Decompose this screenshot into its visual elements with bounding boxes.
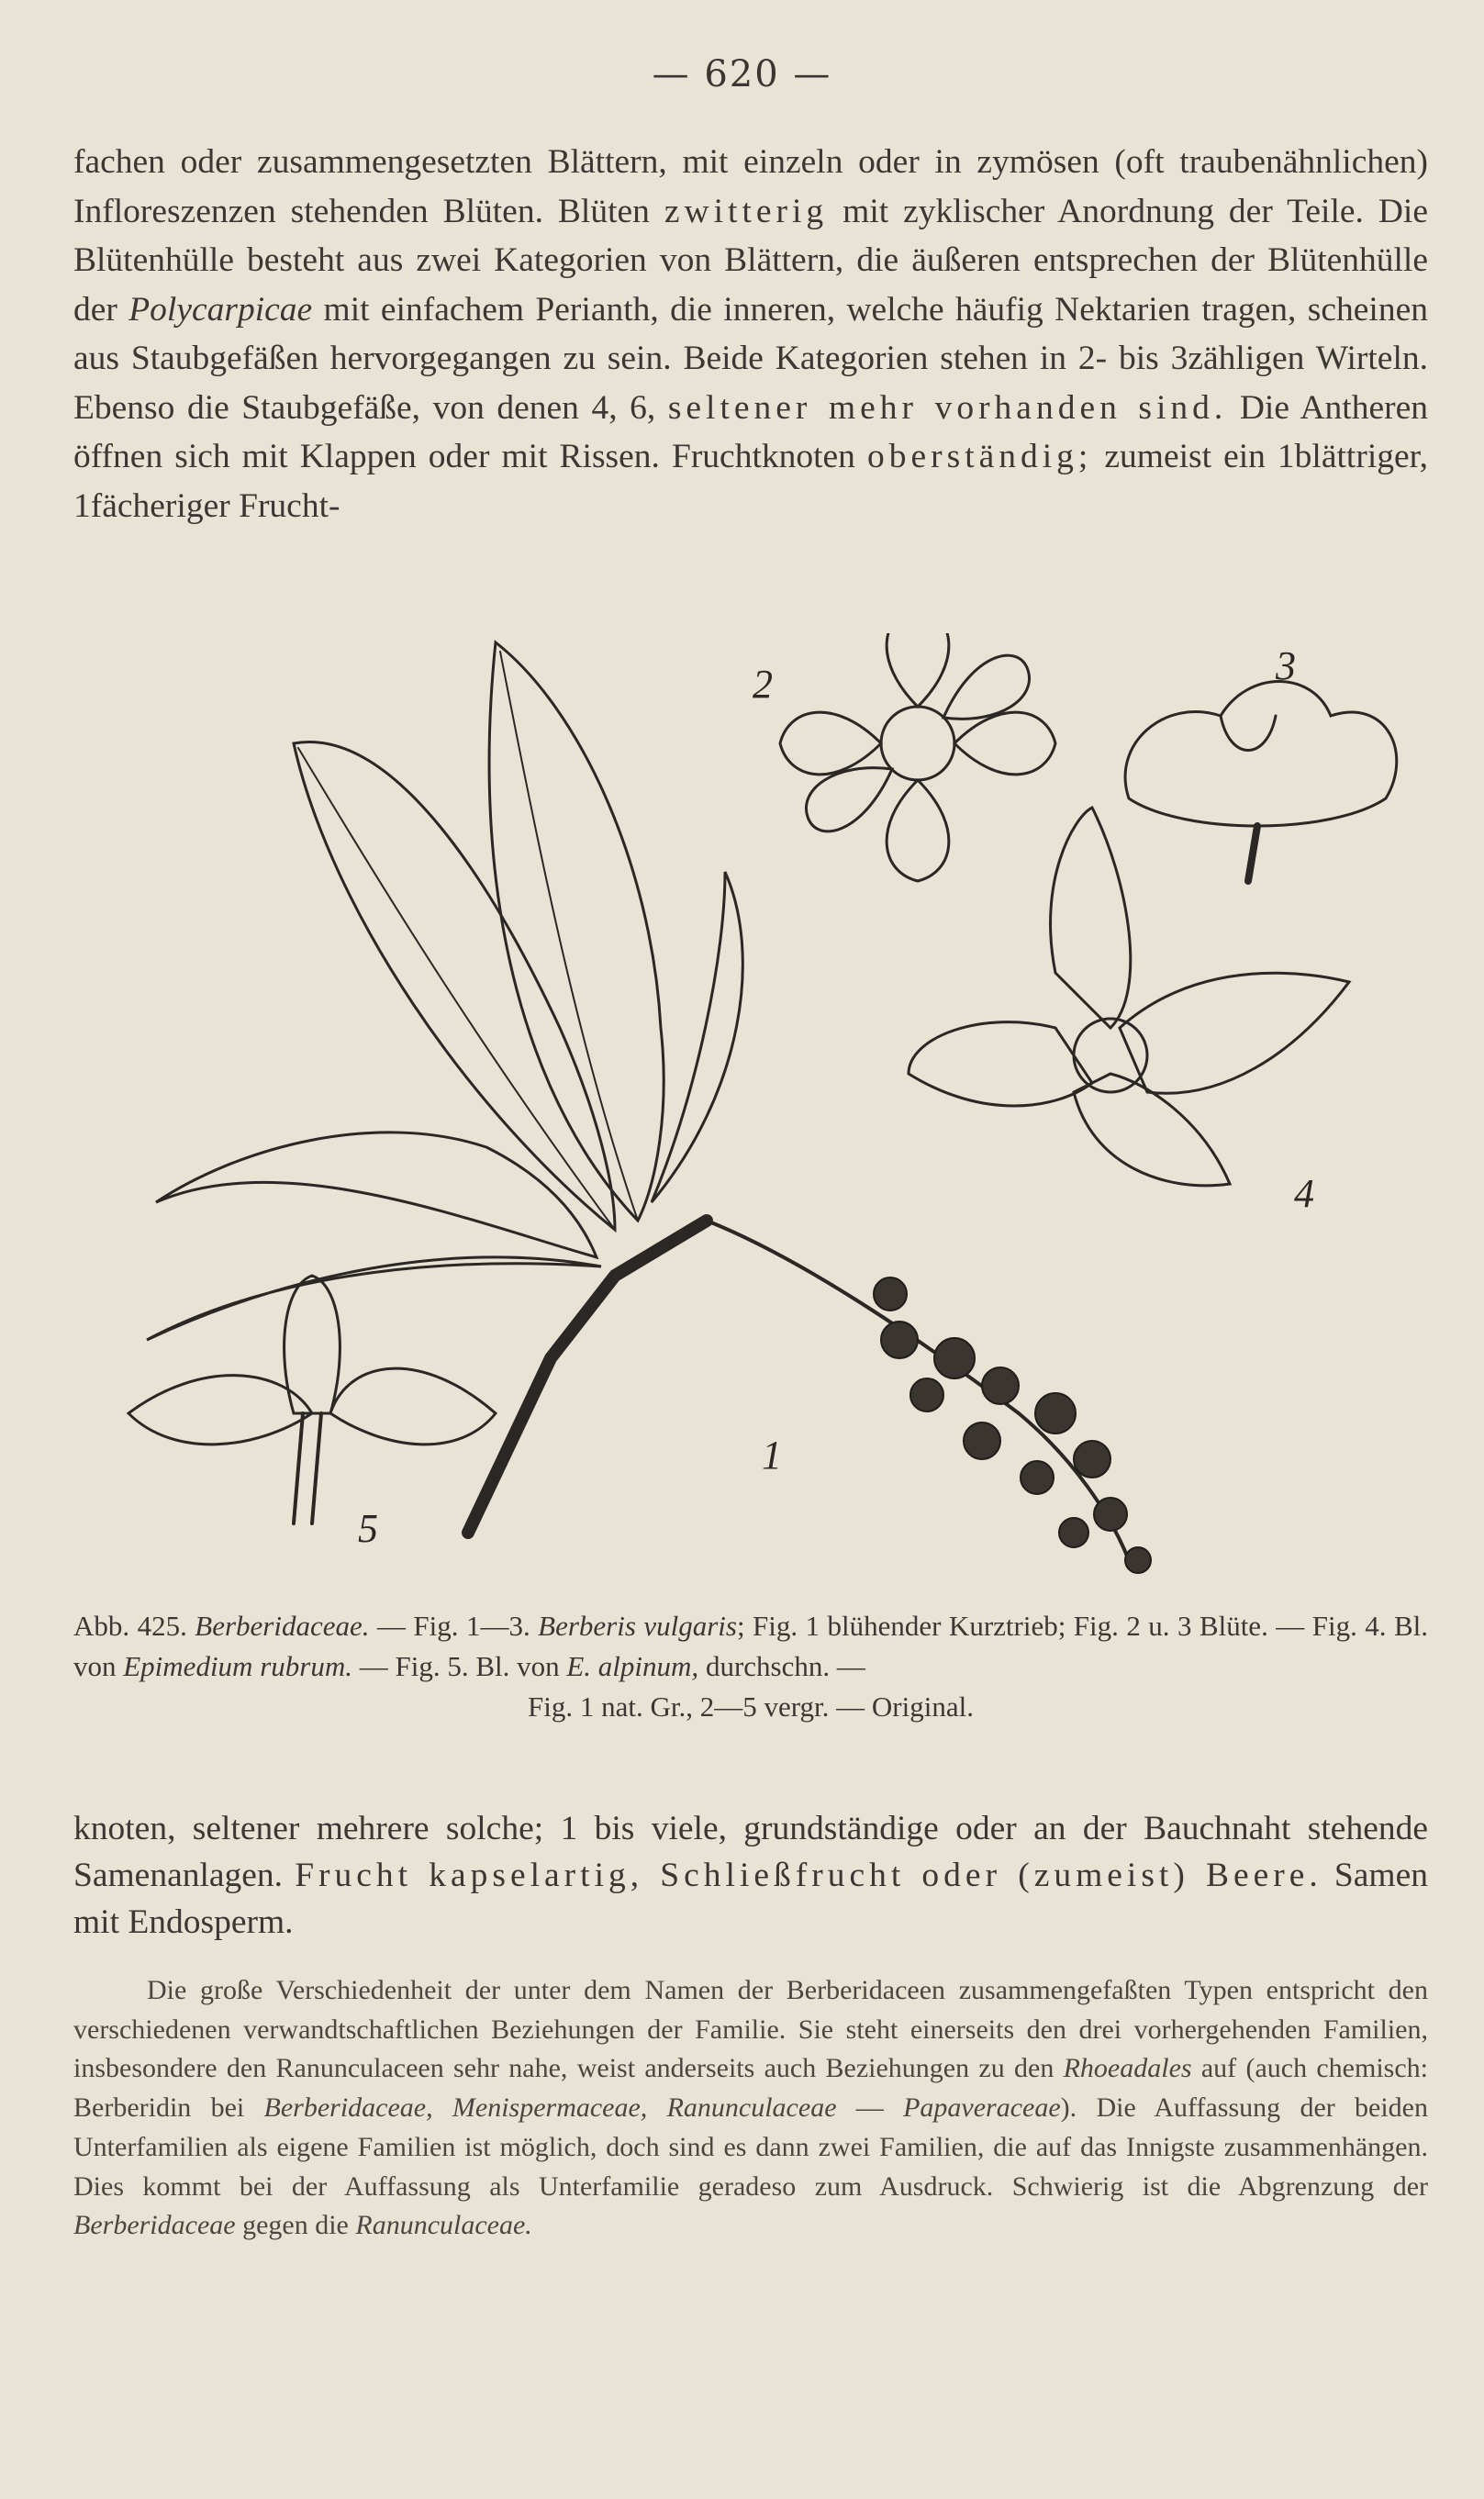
caption-italic: Berberis vulgaris — [538, 1610, 737, 1642]
figure-label-3: 3 — [1276, 643, 1296, 688]
caption-italic: E. alpinum, — [566, 1650, 699, 1682]
botanical-illustration — [101, 633, 1432, 1597]
page-number: — 620 — — [652, 53, 832, 95]
spaced-text: seltener mehr vorhanden sind. — [667, 388, 1228, 427]
text-run: auf (auch chemisch: Berberidin bei — [73, 2053, 1428, 2124]
italic-term: Berberidaceae — [73, 2210, 236, 2241]
caption-italic: Berberidaceae. — [195, 1610, 370, 1642]
figure-label-1: 1 — [762, 1433, 782, 1478]
bottom-paragraph — [73, 1971, 1428, 2246]
spaced-text: Frucht kapselartig, Schließfrucht oder (zumeist) Beere. — [295, 1857, 1322, 1894]
spaced-text: zwitterig — [664, 192, 829, 230]
text-run: mit zyklischer Anordnung der Teile. Die Blütenhülle besteht aus zwei Kategorien von Blättern, die äußeren entsprechen der Blütenhülle der — [73, 192, 1428, 329]
text-run: Die Antheren öffnen sich mit Klappen oder mit Rissen. Fruchtknoten — [73, 388, 1428, 475]
figure-label-5: 5 — [358, 1506, 378, 1551]
leaf-vein — [500, 652, 638, 1221]
text-run: Samen mit Endosperm. — [73, 1857, 1428, 1941]
figure-caption — [73, 1606, 1428, 1727]
caption-text: ; Fig. 1 blühender Kurztrieb; Fig. 2 u. 3 Blüte. — Fig. 4. Bl. von — [73, 1610, 1428, 1682]
caption-text: Fig. 1 nat. Gr., 2—5 vergr. — Original. — [528, 1690, 974, 1723]
text-run: ). Die Auffassung der beiden Unterfamilien als eigene Familien ist möglich, doch sind es dann zwei Familien, die auf das Innigste zusammenhängen. Dies kommt bei der Auffassung als Unterfamilie geradeso zum Ausdruck. Schwierig ist die Abgrenzung der — [73, 2092, 1428, 2202]
text-run: zumeist ein 1blättriger, 1fächeriger Frucht- — [73, 438, 1428, 525]
spaced-text: oberständig; — [866, 438, 1093, 475]
caption-italic: Epimedium rubrum. — [123, 1650, 352, 1682]
leaf-left-top — [294, 742, 615, 1230]
italic-term: Rhoeadales — [1063, 2053, 1192, 2084]
italic-term: Ranunculaceae. — [355, 2210, 532, 2241]
figure-label-4: 4 — [1294, 1171, 1314, 1216]
flower-top-view — [780, 633, 1055, 881]
italic-term: Berberidaceae, Menispermaceae, Ranunculaceae — [263, 2092, 837, 2124]
leaf-vein — [298, 748, 615, 1230]
caption-text: — Fig. 5. Bl. von — [351, 1650, 567, 1682]
leaf-left-low — [147, 1257, 601, 1340]
caption-text: durchschn. — — [698, 1650, 865, 1682]
figure-drawing — [101, 633, 1432, 1597]
caption-text: — Fig. 1—3. — [369, 1610, 539, 1642]
italic-term: Polycarpicae — [128, 290, 313, 329]
branch-stem — [468, 1221, 707, 1533]
text-run: mit einfachem Perianth, die inneren, welche häufig Nektarien tragen, scheinen aus Staubgefäßen hervorgegangen zu sein. Beide Kategorien stehen in 2- bis 3zähligen Wirteln. Ebenso die Staubgefäße, von denen 4, 6, — [73, 290, 1428, 427]
mid-paragraph — [73, 1805, 1428, 1946]
flower-side-view — [1125, 682, 1397, 882]
text-run: — — [836, 2092, 904, 2124]
text-run: gegen die — [235, 2210, 356, 2241]
leaf-narrow — [652, 872, 742, 1202]
text-run: knoten, seltener mehrere solche; 1 bis viele, grundständige oder an der Bauchnaht stehende Samenanlagen. — [73, 1810, 1428, 1894]
epimedium-flower — [909, 808, 1349, 1186]
top-paragraph — [73, 138, 1428, 530]
italic-term: Papaveraceae — [903, 2092, 1061, 2124]
text-run: fachen oder zusammengesetzten Blättern, mit einzeln oder in zymösen (oft traubenähnlichen) Infloreszenzen stehenden Blüten. Blüten — [73, 143, 1428, 230]
caption-text: Abb. 425. — [73, 1610, 195, 1642]
text-run: Die große Verschiedenheit der unter dem Namen der Berberidaceen zusammengefaßten Typen entspricht den verschiedenen verwandtschaftlichen Beziehungen der Familie. Sie steht einerseits den drei vorhergehenden Familien, insbesondere den Ranunculaceen sehr nahe, weist anderseits auch Beziehungen zu den — [73, 1975, 1428, 2084]
figure-label-2: 2 — [753, 662, 773, 707]
flower-section — [128, 1276, 496, 1523]
